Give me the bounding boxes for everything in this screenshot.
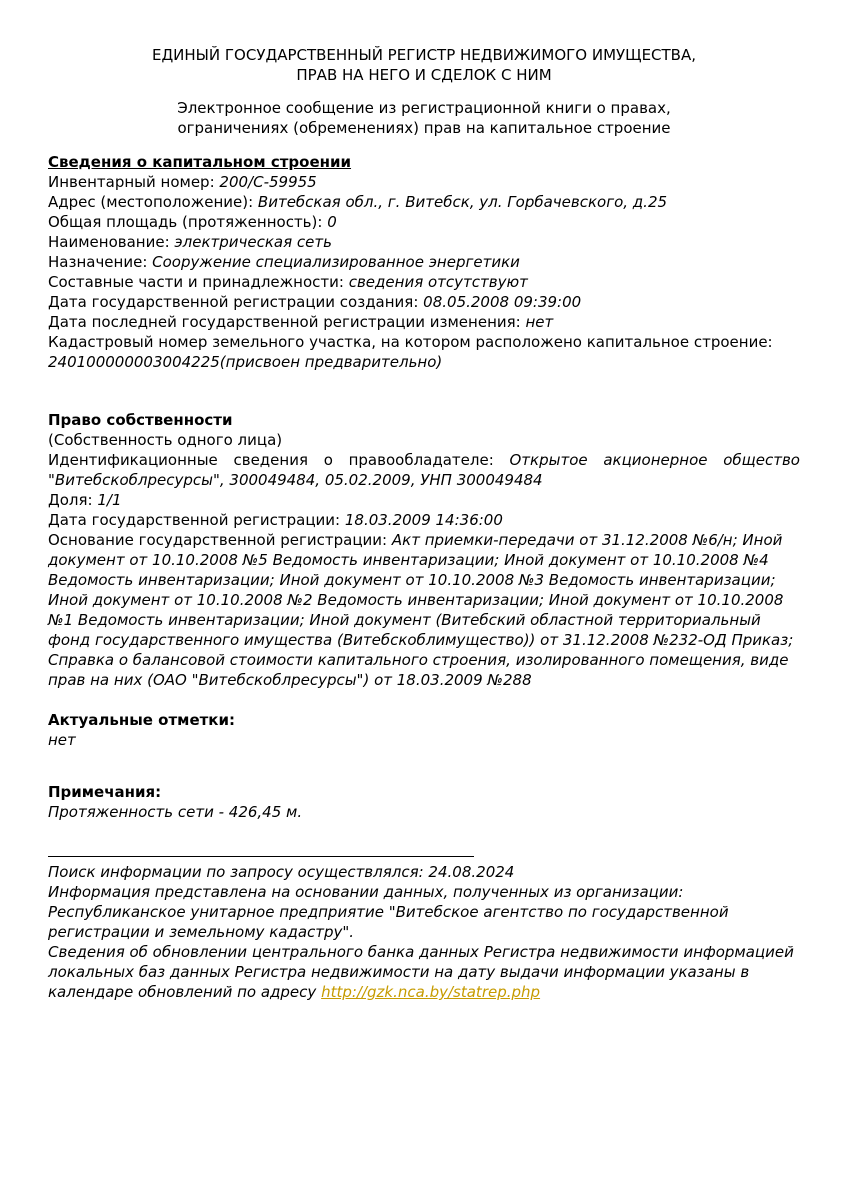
footer-source-org: Республиканское унитарное предприятие "Витебское агентство по государственной регистрации и земельному кадастру". [48, 903, 729, 941]
footer-source-intro: Информация представлена на основании данных, полученных из организации: [48, 883, 684, 901]
field-value: 08.05.2008 09:39:00 [423, 293, 582, 311]
field-label: Основание государственной регистрации: [48, 531, 388, 549]
field-label: Кадастровый номер земельного участка, на котором расположено капитальное строение: [48, 333, 773, 351]
field-value: Витебская обл., г. Витебск, ул. Горбачевского, д.25 [257, 193, 668, 211]
field-value: Сооружение специализированное энергетики [152, 253, 520, 271]
document-subtitle [48, 98, 800, 138]
field-cadastral-number [48, 332, 800, 372]
field-components [48, 272, 800, 292]
field-value: 18.03.2009 14:36:00 [344, 511, 503, 529]
field-rightholder [48, 450, 800, 490]
field-label: Идентификационные сведения о правообладателе: [48, 451, 494, 469]
field-value: нет [525, 313, 554, 331]
field-label: Наименование: [48, 233, 170, 251]
field-label: Дата государственной регистрации: [48, 511, 341, 529]
field-purpose [48, 252, 800, 272]
field-label: Назначение: [48, 253, 148, 271]
section-notes [48, 782, 800, 822]
field-value: Акт приемки-передачи от 31.12.2008 №6/н; Иной документ от 10.10.2008 №5 Ведомость инвентаризации; Иной документ от 10.10.2008 №4 Ведомость инвентаризации; Иной документ от 10.10.2008 №3 Ведомость инвентаризации; Иной документ от 10.10.2008 №2 Ведомость инвентаризации; Иной документ от 10.10.2008 №1 Ведомость инвентаризации; Иной документ (Витебский областной территориальный фонд государственного имущества (Витебскоблимущество)) от 31.12.2008 №232-ОД Приказ; Справка о балансовой стоимости капитального строения, изолированного помещения, виде прав на них (ОАО "Витебскоблресурсы") от 18.03.2009 №288 [48, 531, 794, 689]
field-reg-date [48, 510, 800, 530]
document-title-line-1: ЕДИНЫЙ ГОСУДАРСТВЕННЫЙ РЕГИСТР НЕДВИЖИМОГО ИМУЩЕСТВА, [151, 46, 697, 64]
field-label: Дата последней государственной регистрации изменения: [48, 313, 521, 331]
field-value: 0 [327, 213, 337, 231]
field-name [48, 232, 800, 252]
calendar-link[interactable]: http://gzk.nca.by/statrep.php [321, 983, 541, 1001]
section-building-info [48, 152, 800, 372]
field-share [48, 490, 800, 510]
document-title-line-2: ПРАВ НА НЕГО И СДЕЛОК С НИМ [296, 66, 552, 84]
section-heading-marks: Актуальные отметки: [48, 711, 235, 729]
field-inventory-number [48, 172, 800, 192]
field-value: 1/1 [97, 491, 122, 509]
field-label: Дата государственной регистрации создания: [48, 293, 419, 311]
document-subtitle-line-2: ограничениях (обременениях) прав на капитальное строение [177, 119, 671, 137]
footer-search-line: Поиск информации по запросу осуществлялся: 24.08.2024 [48, 863, 515, 881]
field-total-area [48, 212, 800, 232]
field-label: Инвентарный номер: [48, 173, 215, 191]
footer [48, 856, 800, 1002]
field-value: сведения отсутствуют [348, 273, 528, 291]
ownership-type: (Собственность одного лица) [48, 431, 283, 449]
marks-value: нет [48, 731, 76, 749]
field-value: 200/С-59955 [219, 173, 317, 191]
notes-value: Протяженность сети - 426,45 м. [48, 803, 303, 821]
section-heading-notes: Примечания: [48, 783, 162, 801]
field-value: 240100000003004225(присвоен предварительно) [48, 353, 443, 371]
field-creation-reg-date [48, 292, 800, 312]
field-label: Составные части и принадлежности: [48, 273, 344, 291]
footer-update-text: Сведения об обновлении центрального банка данных Регистра недвижимости информацией локальных баз данных Регистра недвижимости на дату выдачи информации указаны в календаре обновлений по адресу [48, 943, 794, 1001]
field-label: Доля: [48, 491, 93, 509]
document-title [48, 45, 800, 85]
field-label: Адрес (местоположение): [48, 193, 254, 211]
footer-divider [48, 856, 474, 857]
document-subtitle-line-1: Электронное сообщение из регистрационной книги о правах, [177, 99, 671, 117]
field-label: Общая площадь (протяженность): [48, 213, 323, 231]
field-address [48, 192, 800, 212]
field-value: электрическая сеть [174, 233, 332, 251]
footer-update-note [48, 942, 800, 1002]
field-value: Открытое акционерное общество "Витебскоблресурсы", 300049484, 05.02.2009, УНП 300049484 [48, 451, 800, 489]
section-ownership [48, 410, 800, 690]
section-heading-ownership: Право собственности [48, 411, 233, 429]
field-last-change-reg-date [48, 312, 800, 332]
field-reg-basis [48, 530, 800, 690]
section-actual-marks [48, 710, 800, 750]
section-heading-building: Сведения о капитальном строении [48, 153, 352, 171]
